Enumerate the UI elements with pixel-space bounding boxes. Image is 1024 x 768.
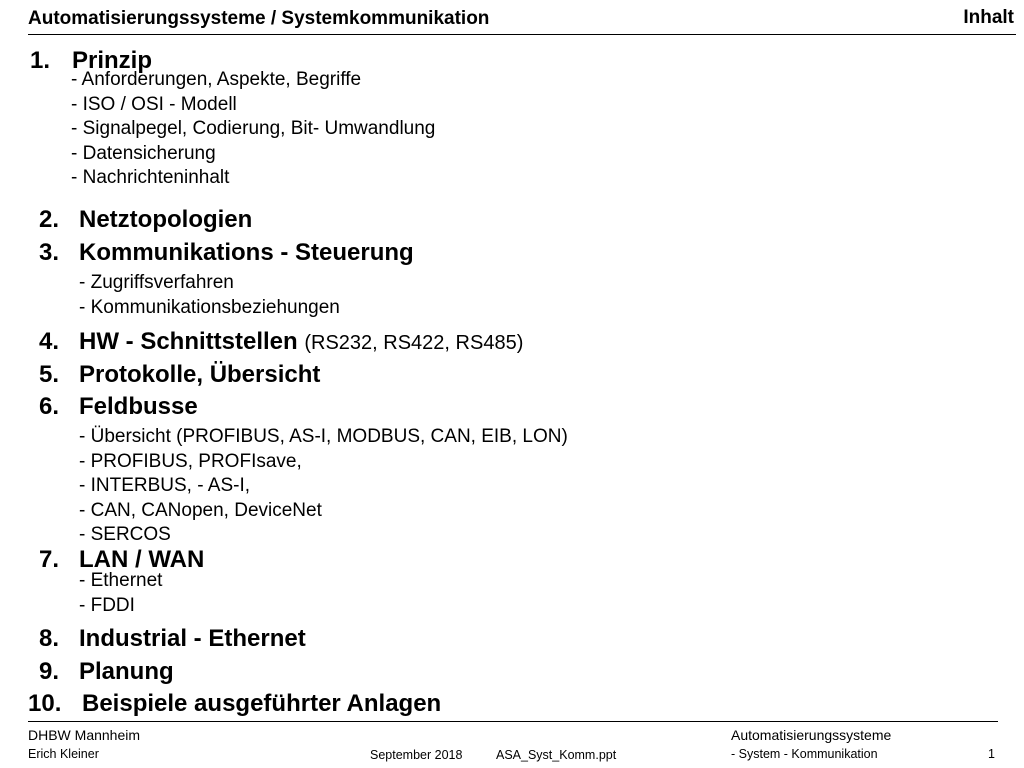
toc-item-title: Industrial - Ethernet bbox=[79, 625, 306, 652]
header-divider bbox=[28, 34, 1016, 35]
footer-filename: ASA_Syst_Komm.ppt bbox=[496, 748, 617, 762]
footer-course-title: Automatisierungssysteme bbox=[731, 727, 892, 743]
footer-course-subtitle: - System - Kommunikation bbox=[731, 747, 878, 761]
toc-item-7-subs bbox=[79, 569, 162, 618]
toc-item-title: Beispiele ausgeführter Anlagen bbox=[82, 690, 442, 717]
footer-institution: DHBW Mannheim bbox=[28, 727, 141, 743]
toc-subitem: - Übersicht (PROFIBUS, AS-I, MODBUS, CAN, EIB, LON) bbox=[79, 426, 568, 447]
toc-item-4-heading bbox=[39, 328, 523, 356]
toc-item-6-heading bbox=[39, 393, 198, 421]
toc-item-number: 7. bbox=[39, 546, 60, 573]
toc-item-title: Planung bbox=[79, 658, 174, 685]
toc-item-3-heading bbox=[39, 239, 414, 267]
toc-subitem: - FDDI bbox=[79, 594, 135, 616]
toc-item-6-subs bbox=[79, 425, 568, 548]
toc-subitem: - Kommunikationsbeziehungen bbox=[79, 296, 340, 318]
toc-subitem: - Zugriffsverfahren bbox=[79, 272, 234, 293]
footer-author: Erich Kleiner bbox=[28, 747, 99, 761]
toc-subitem: - INTERBUS, - AS-I, bbox=[79, 475, 251, 496]
toc-item-number: 3. bbox=[39, 239, 60, 266]
toc-item-8-heading bbox=[39, 625, 306, 653]
section-label: Inhalt bbox=[963, 7, 1014, 28]
toc-subitem: - Anforderungen, Aspekte, Begriffe bbox=[71, 69, 362, 90]
toc-item-extra: (RS232, RS422, RS485) bbox=[304, 332, 524, 354]
toc-subitem: - Signalpegel, Codierung, Bit- Umwandlung bbox=[71, 118, 436, 139]
toc-item-title: Protokolle, Übersicht bbox=[79, 361, 321, 388]
toc-item-number: 2. bbox=[39, 206, 60, 233]
toc-item-3-subs bbox=[79, 271, 340, 320]
toc-subitem: - Nachrichteninhalt bbox=[71, 167, 230, 188]
toc-subitem: - PROFIBUS, PROFIsave, bbox=[79, 450, 302, 472]
toc-item-10-heading bbox=[28, 690, 441, 718]
toc-item-number: 10. bbox=[28, 690, 62, 717]
toc-item-number: 1. bbox=[30, 47, 51, 74]
footer-divider bbox=[28, 721, 998, 722]
footer-date: September 2018 bbox=[370, 748, 463, 762]
toc-subitem: - ISO / OSI - Modell bbox=[71, 93, 237, 115]
toc-item-title: HW - Schnittstellen bbox=[79, 328, 298, 355]
toc-item-title: Kommunikations - Steuerung bbox=[79, 239, 414, 266]
toc-item-title: Feldbusse bbox=[79, 393, 198, 420]
page-title: Automatisierungssysteme / Systemkommunikation bbox=[28, 8, 490, 29]
toc-item-number: 9. bbox=[39, 658, 60, 685]
toc-item-number: 6. bbox=[39, 393, 60, 420]
toc-item-title: Netztopologien bbox=[79, 206, 253, 233]
toc-subitem: - Datensicherung bbox=[71, 142, 216, 164]
toc-item-number: 4. bbox=[39, 328, 60, 355]
toc-item-9-heading bbox=[39, 658, 174, 686]
toc-subitem: - SERCOS bbox=[79, 524, 171, 545]
toc-subitem: - CAN, CANopen, DeviceNet bbox=[79, 499, 322, 521]
toc-item-number: 5. bbox=[39, 361, 60, 388]
toc-item-title: Prinzip bbox=[72, 47, 153, 74]
toc-item-1-subs bbox=[71, 68, 435, 191]
toc-item-number: 8. bbox=[39, 625, 60, 652]
footer-page-number: 1 bbox=[988, 747, 995, 761]
toc-item-2-heading bbox=[39, 206, 252, 234]
toc-item-5-heading bbox=[39, 361, 320, 389]
toc-subitem: - Ethernet bbox=[79, 570, 163, 591]
toc-item-title: LAN / WAN bbox=[79, 546, 205, 573]
